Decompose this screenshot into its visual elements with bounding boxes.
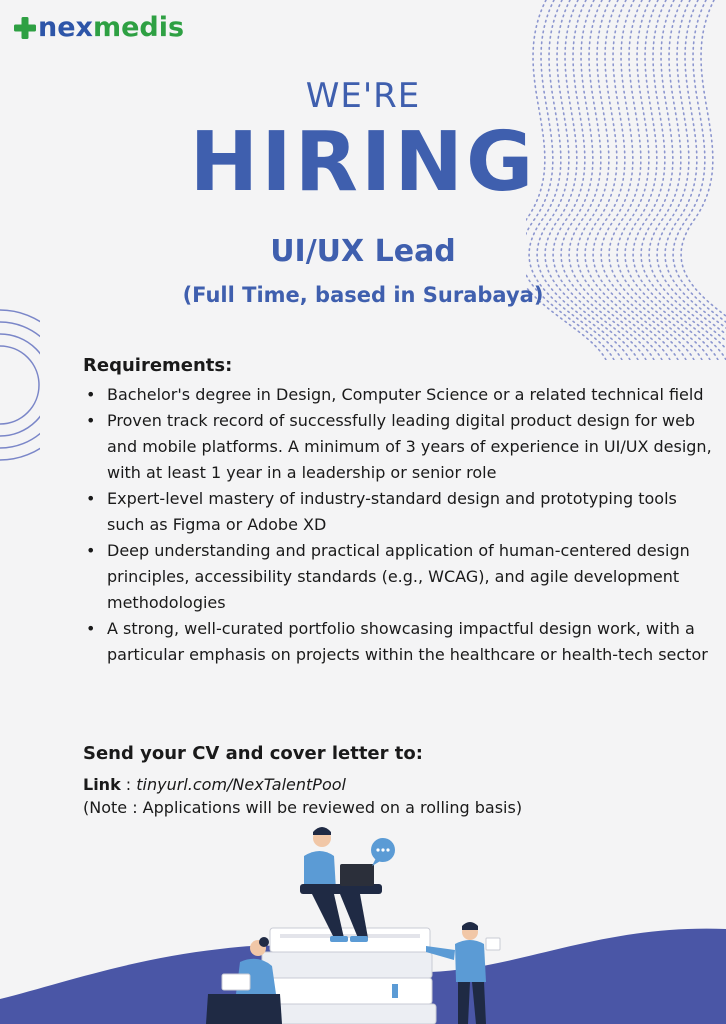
role-title: UI/UX Lead [270, 234, 456, 269]
book-stack-icon [260, 928, 436, 1024]
requirements-list [83, 382, 717, 668]
requirement-item: • Bachelor's degree in Design, Computer Science or a related technical field [107, 382, 717, 408]
requirement-item: • Deep understanding and practical application of human-centered design principles, accessibility standards (e.g., WCAG), and agile development methodologies [107, 538, 717, 616]
link-line [83, 775, 693, 794]
concentric-arcs-decoration [0, 300, 40, 470]
application-note: (Note : Applications will be reviewed on a rolling basis) [83, 798, 523, 817]
role-detail: (Full Time, based in Surabaya) [182, 283, 544, 307]
application-link[interactable]: tinyurl.com/NexTalentPool [136, 775, 346, 794]
person-standing-icon [426, 922, 500, 1024]
hiring-heading: HIRING [189, 115, 537, 210]
medical-cross-icon [14, 17, 36, 39]
link-separator: : [120, 775, 137, 794]
logo-text-part: medis [92, 12, 185, 43]
requirement-item: • Expert-level mastery of industry-standard design and prototyping tools such as Figma or Adobe XD [107, 486, 717, 538]
apply-title: Send your CV and cover letter to: [83, 743, 423, 764]
link-label: Link [83, 775, 121, 794]
team-illustration [200, 820, 520, 1024]
logo-text [38, 12, 184, 43]
were-heading: WE'RE [305, 76, 421, 116]
nexmedis-logo [14, 12, 184, 43]
person-with-laptop-icon [300, 827, 382, 942]
requirement-item: • A strong, well-curated portfolio showcasing impactful design work, with a particular emphasis on projects within the healthcare or health-tech sector [107, 616, 717, 668]
logo-text-part: nex [38, 12, 93, 43]
requirement-item: • Proven track record of successfully leading digital product design for web and mobile platforms. A minimum of 3 years of experience in UI/UX design, with at least 1 year in a leadership or senior role [107, 408, 717, 486]
chat-bubble-icon [371, 838, 395, 866]
requirements-title: Requirements: [83, 355, 233, 376]
